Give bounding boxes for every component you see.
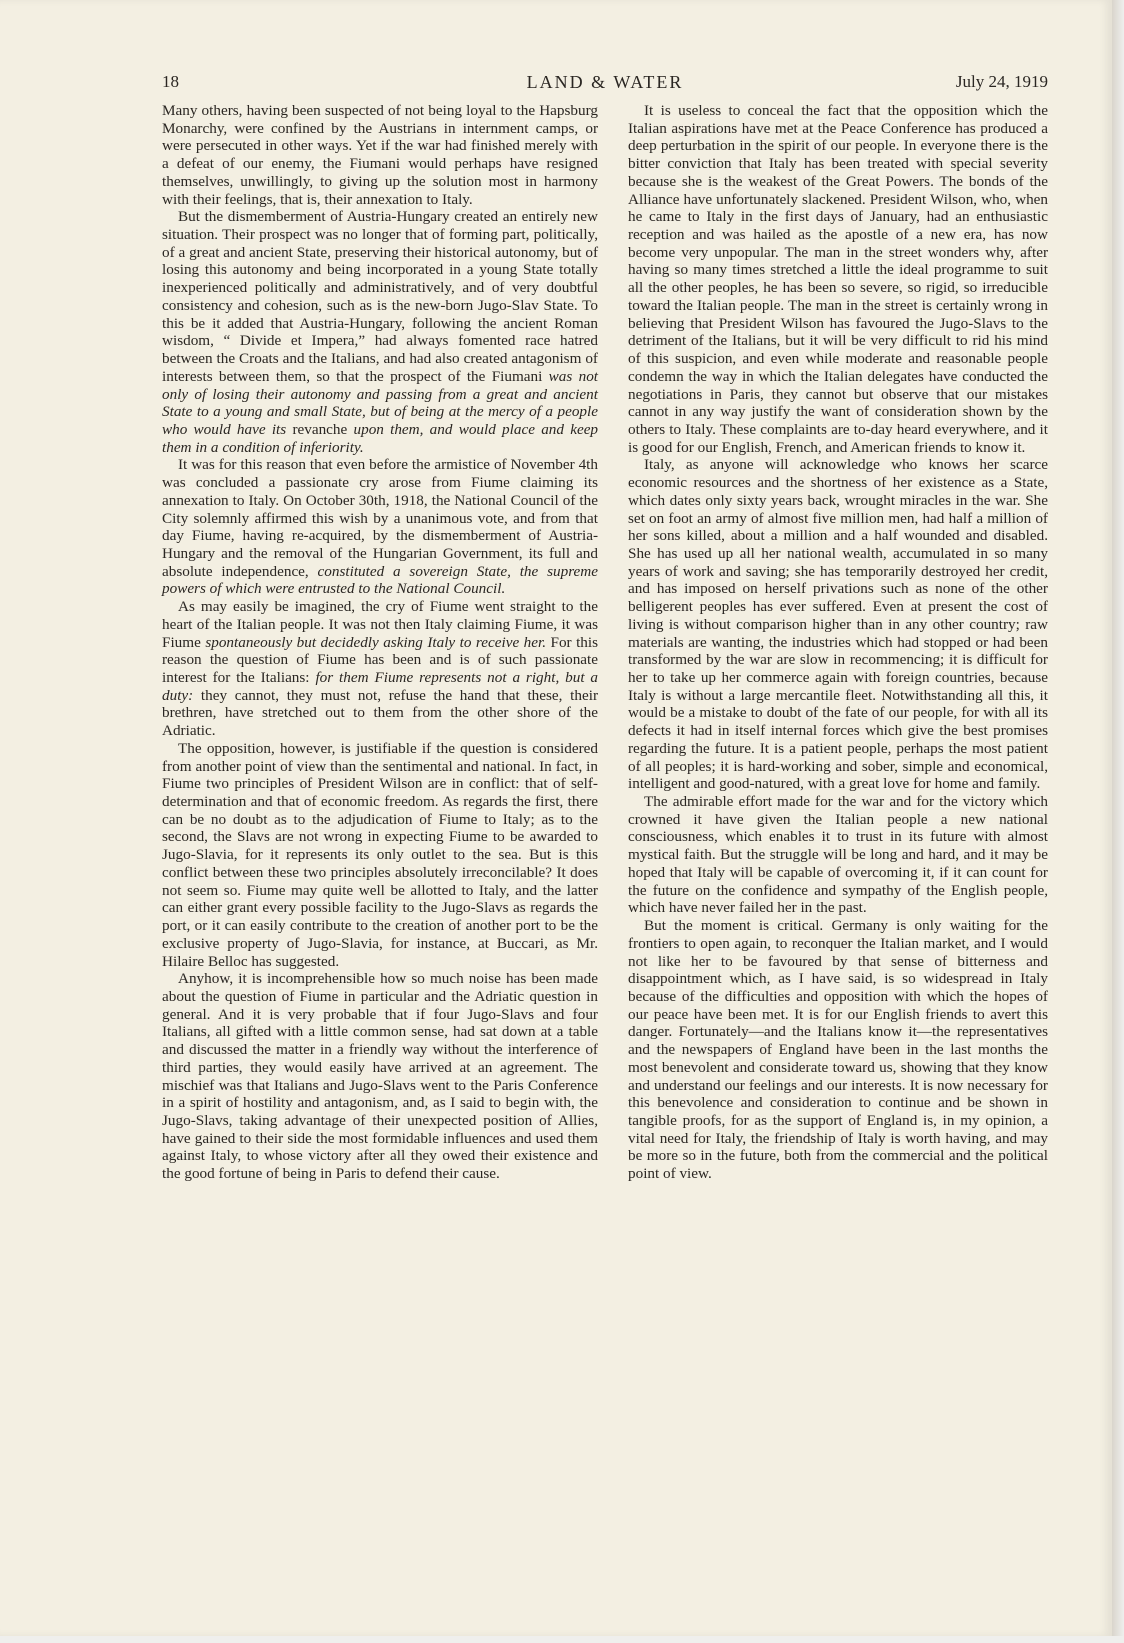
- paragraph: Many others, having been suspected of not being loyal to the Hapsburg Monarchy, were confined by the Austrians in internment camps, or were persecuted in other ways. Yet if the war had finished merely with a defeat of our enemy, the Fiumani would perhaps have resigned themselves, unwillingly, to giving up the solution most in harmony with their feelings, that is, their annexation to Italy.: [162, 102, 598, 208]
- paragraph: The opposition, however, is justifiable if the question is considered from another point of view than the sentimental and national. In fact, in Fiume two principles of President Wilson are in conflict: that of self-determination and that of economic freedom. As regards the first, there can be no doubt as to the adjudication of Fiume to Italy; as to the second, the Slavs are not wrong in expecting Fiume to be awarded to Jugo-Slavia, for it represents its only outlet to the sea. But is this conflict between these two principles absolutely irreconcilable? It does not seem so. Fiume may quite well be allotted to Italy, and the latter can either grant every possible facility to the Jugo-Slavs as regards the port, or it can easily contribute to the creation of another port to be the exclusive property of Jugo-Slavia, for instance, at Buccari, as Mr. Hilaire Belloc has suggested.: [162, 739, 598, 970]
- paragraph: But the dismemberment of Austria-Hungary created an entirely new situation. Their prospect was no longer that of forming part, politically, of a great and ancient State, preserving their historical autonomy, but of losing this autonomy and being incorporated in a young State totally inexperienced politically and administratively, and of very doubtful consistency and cohesion, such as is the new-born Jugo-Slav State. To this be it added that Austria-Hungary, following the ancient Roman wisdom, “ Divide et Impera,” had always fomented race hatred between the Croats and the Italians, and had also created antagonism of interests between them, so that the prospect of the Fiumani was not only of losing their autonomy and passing from a great and ancient State to a young and small State, but of being at the mercy of a people who would have its revanche upon them, and would place and keep them in a condition of inferiority.: [162, 208, 599, 456]
- paragraph: But the moment is critical. Germany is only waiting for the frontiers to open again, to reconquer the Italian market, and I would not like her to be favoured by that sense of bitterness and disappointment which, as I have said, is so widespread in Italy because of the difficulties and opposition with which the hopes of our peace have been met. It is for our English friends to avert this danger. Fortunately—and the Italians know it—the representatives and the newspapers of England have been in the last months the most benevolent and considerate toward us, showing that they know and understand our feelings and our interests. It is now necessary for this benevolence and consideration to continue and be shown in tangible proofs, for as the support of England is, in my opinion, a vital need for Italy, the friendship of Italy is worth having, and may be more so in the future, both from the commercial and the political point of view.: [628, 917, 1048, 1183]
- paragraph: Italy, as anyone will acknowledge who knows her scarce economic resources and the shortness of her existence as a State, which dates only sixty years back, wrought miracles in the war. She set on foot an army of almost five million men, had half a million of her sons killed, about a million and a half wounded and disabled. She has used up all her national wealth, accumulated in so many years of work and saving; she has temporarily destroyed her credit, and has imposed on herself privations such as none of the other belligerent peoples has ever suffered. Even at present the cost of living is without comparison higher than in any other country; raw materials are wanting, the industries which had stopped or had been transformed by the war are slow in recommencing; it is difficult for her to take up her commerce again with foreign countries, because Italy is without a large mercantile fleet. Notwithstanding all this, it would be a mistake to doubt of the fate of our people, for with all its defects it had in itself internal forces which give the best promises regarding the future. It is a patient people, perhaps the most patient of all peoples; it is hard-working and sober, simple and economical, intelligent and good-natured, with a great love for home and family.: [628, 456, 1048, 793]
- issue-date: July 24, 1919: [955, 72, 1048, 91]
- paragraph: It is useless to conceal the fact that the opposition which the Italian aspirations have met at the Peace Conference has produced a deep perturbation in the spirit of our people. In everyone there is the bitter conviction that Italy has been treated with special severity because she is the weakest of the Great Powers. The bonds of the Alliance have unfortunately slackened. President Wilson, who, when he came to Italy in the first days of January, had an enthusiastic reception and was hailed as the apostle of a new era, has now become very unpopular. The man in the street wonders why, after having so many times stretched a little the ideal programme to suit all the other peoples, he has been so severe, so rigid, so irreducible toward the Italian people. The man in the street is certainly wrong in believing that President Wilson has favoured the Jugo-Slavs to the detriment of the Italians, but it will be very difficult to rid his mind of this suspicion, and even while moderate and reasonable people condemn the way in which the Italian delegates have conducted the negotiations in Paris, they cannot but observe that our mistakes cannot in any way justify the want of consideration shown by the others to Italy. These complaints are to-day heard everywhere, and it is good for our English, French, and American friends to know it.: [628, 102, 1048, 456]
- left-column: [162, 102, 598, 1183]
- masthead: LAND & WATER: [526, 72, 684, 92]
- paragraph: It was for this reason that even before the armistice of November 4th was concluded a passionate cry arose from Fiume claiming its annexation to Italy. On October 30th, 1918, the National Council of the City solemnly affirmed this wish by a unanimous vote, and from that day Fiume, having re-acquired, by the dismemberment of Austria-Hungary and the removal of the Hungarian Government, its full and absolute independence, constituted a sovereign State, the supreme powers of which were entrusted to the National Council.: [162, 456, 598, 598]
- paragraph: The admirable effort made for the war and for the victory which crowned it have given the Italian people a new national consciousness, which enables it to trust in its future with almost mystical faith. But the struggle will be long and hard, and it may be hoped that Italy will be capable of overcoming it, if it can count for the future on the confidence and sympathy of the English people, which have never failed her in the past.: [628, 793, 1048, 917]
- right-column: [628, 102, 1048, 1183]
- page-edge-bottom: [0, 1636, 1124, 1643]
- paragraph: As may easily be imagined, the cry of Fiume went straight to the heart of the Italian people. It was not then Italy claiming Fiume, it was Fiume spontaneously but decidedly asking Italy to receive her. For this reason the question of Fiume has been and is of such passionate interest for the Italians: for them Fiume represents not a right, but a duty: they cannot, they must not, refuse the hand that these, their brethren, have stretched out to them from the other shore of the Adriatic.: [162, 598, 599, 740]
- page-edge-right: [1112, 0, 1124, 1643]
- page-number: 18: [162, 72, 179, 91]
- paragraph: Anyhow, it is incomprehensible how so much noise has been made about the question of Fiume in particular and the Adriatic question in general. And it is very probable that if four Jugo-Slavs and four Italians, all gifted with a little common sense, had sat down at a table and discussed the matter in a friendly way without the interference of third parties, they would easily have arrived at an agreement. The mischief was that Italians and Jugo-Slavs went to the Paris Conference in a spirit of hostility and antagonism, and, as I said to begin with, the Jugo-Slavs, taking advantage of their unexpected position of Allies, have gained to their side the most formidable influences and used them against Italy, to whose victory after all they owed their existence and the good fortune of being in Paris to defend their cause.: [162, 970, 598, 1183]
- running-header: [162, 72, 1048, 98]
